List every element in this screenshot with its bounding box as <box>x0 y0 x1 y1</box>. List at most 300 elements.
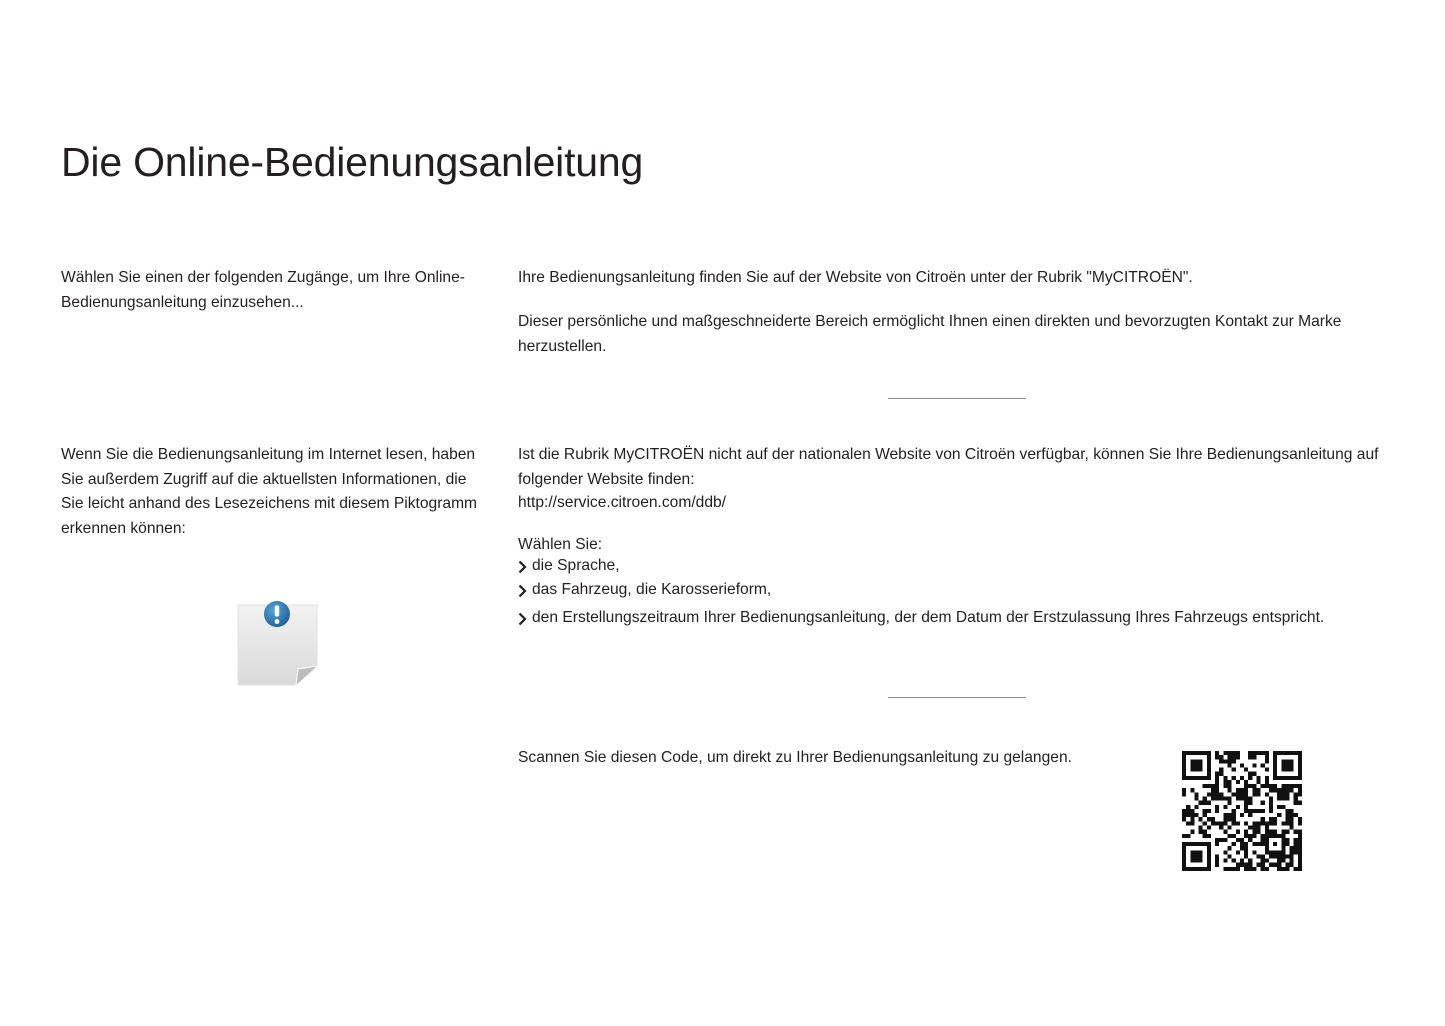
qr-module <box>1199 830 1203 834</box>
qr-module <box>1199 763 1203 767</box>
service-url-link[interactable]: http://service.citroen.com/ddb/ <box>518 494 727 511</box>
qr-module <box>1298 854 1302 858</box>
qr-module <box>1273 842 1277 846</box>
qr-module <box>1248 859 1252 863</box>
qr-module <box>1223 813 1227 817</box>
qr-module <box>1256 854 1260 858</box>
qr-module <box>1281 846 1285 850</box>
qr-module <box>1244 768 1248 772</box>
qr-module <box>1285 842 1289 846</box>
qr-module <box>1207 792 1211 796</box>
qr-module <box>1240 813 1244 817</box>
qr-module <box>1236 850 1240 854</box>
qr-module <box>1252 830 1256 834</box>
qr-module <box>1182 768 1186 772</box>
qr-module <box>1190 759 1194 763</box>
qr-module <box>1219 768 1223 772</box>
qr-module <box>1298 792 1302 796</box>
qr-module <box>1232 751 1236 755</box>
qr-module <box>1219 838 1223 842</box>
qr-module <box>1256 863 1260 867</box>
qr-module <box>1248 801 1252 805</box>
qr-module <box>1215 776 1219 780</box>
qr-module <box>1277 776 1281 780</box>
qr-module <box>1281 763 1285 767</box>
qr-module <box>1228 846 1232 850</box>
qr-module <box>1223 759 1227 763</box>
qr-module <box>1244 784 1248 788</box>
choose-label: Wählen Sie: <box>518 536 603 553</box>
left-intro-text: Wählen Sie einen der folgenden Zugänge, um Ihre Online-Bedienungsanleitung einzusehen... <box>61 269 465 311</box>
qr-module <box>1294 838 1298 842</box>
qr-module <box>1269 817 1273 821</box>
qr-module <box>1232 813 1236 817</box>
qr-module <box>1290 788 1294 792</box>
qr-module <box>1269 784 1273 788</box>
qr-module <box>1232 776 1236 780</box>
qr-module <box>1265 825 1269 829</box>
qr-module <box>1194 797 1198 801</box>
qr-module <box>1182 763 1186 767</box>
qr-module <box>1290 751 1294 755</box>
qr-module <box>1290 768 1294 772</box>
qr-module <box>1281 776 1285 780</box>
qr-module <box>1219 792 1223 796</box>
qr-module <box>1203 809 1207 813</box>
qr-module <box>1207 863 1211 867</box>
mycitroen-desc-text: Dieser persönliche und maßgeschneiderte Bereich ermöglicht Ihnen einen direkten und bevorzugten Kontakt zur Marke herzustellen. <box>518 313 1342 355</box>
qr-module <box>1199 842 1203 846</box>
qr-module <box>1194 763 1198 767</box>
qr-module <box>1261 842 1265 846</box>
qr-module <box>1194 854 1198 858</box>
list-item <box>518 578 771 603</box>
qr-module <box>1248 797 1252 801</box>
qr-module <box>1298 759 1302 763</box>
qr-module <box>1236 838 1240 842</box>
qr-module <box>1285 813 1289 817</box>
qr-module <box>1273 763 1277 767</box>
qr-module <box>1190 763 1194 767</box>
qr-module <box>1182 846 1186 850</box>
qr-module <box>1244 801 1248 805</box>
qr-module <box>1228 755 1232 759</box>
qr-module <box>1248 867 1252 871</box>
qr-module <box>1186 776 1190 780</box>
qr-module <box>1261 867 1265 871</box>
alternative-site-text: Ist die Rubrik MyCITROËN nicht auf der nationalen Website von Citroën verfügbar, können Sie Ihre Bedienungsanleitung auf folgender Website finden: <box>518 446 1379 488</box>
qr-module <box>1207 850 1211 854</box>
qr-module <box>1190 776 1194 780</box>
qr-module <box>1277 788 1281 792</box>
qr-module <box>1265 792 1269 796</box>
qr-module <box>1190 850 1194 854</box>
qr-module <box>1186 867 1190 871</box>
qr-module <box>1223 780 1227 784</box>
qr-module <box>1228 788 1232 792</box>
qr-module <box>1290 813 1294 817</box>
qr-module <box>1240 792 1244 796</box>
qr-module <box>1285 788 1289 792</box>
qr-module <box>1194 859 1198 863</box>
qr-module <box>1269 834 1273 838</box>
qr-module <box>1207 825 1211 829</box>
qr-module <box>1298 776 1302 780</box>
qr-module <box>1211 797 1215 801</box>
qr-module <box>1215 792 1219 796</box>
qr-module <box>1256 751 1260 755</box>
qr-module <box>1248 809 1252 813</box>
qr-module <box>1298 801 1302 805</box>
qr-module <box>1219 825 1223 829</box>
qr-module <box>1190 817 1194 821</box>
qr-module <box>1223 776 1227 780</box>
qr-module <box>1277 751 1281 755</box>
qr-module <box>1281 821 1285 825</box>
chevron-right-icon <box>518 611 532 625</box>
qr-module <box>1223 751 1227 755</box>
qr-module <box>1223 797 1227 801</box>
qr-module <box>1199 776 1203 780</box>
qr-module <box>1203 821 1207 825</box>
qr-module <box>1236 751 1240 755</box>
qr-module <box>1294 867 1298 871</box>
list-item-text: den Erstellungszeitraum Ihrer Bedienungsanleitung, der dem Datum der Erstzulassung Ihres Fahrzeugs entspricht. <box>532 609 1325 626</box>
qr-module <box>1232 792 1236 796</box>
qr-module <box>1261 817 1265 821</box>
qr-module <box>1207 759 1211 763</box>
qr-module <box>1261 763 1265 767</box>
qr-module <box>1223 821 1227 825</box>
list-item <box>518 606 1324 631</box>
qr-module <box>1199 854 1203 858</box>
qr-module <box>1265 755 1269 759</box>
qr-module <box>1298 846 1302 850</box>
qr-module <box>1190 830 1194 834</box>
qr-module <box>1294 751 1298 755</box>
qr-module <box>1232 859 1236 863</box>
qr-module <box>1285 792 1289 796</box>
qr-module <box>1252 825 1256 829</box>
qr-module <box>1194 842 1198 846</box>
qr-module <box>1223 805 1227 809</box>
qr-module <box>1211 784 1215 788</box>
qr-module <box>1290 776 1294 780</box>
qr-module <box>1215 780 1219 784</box>
qr-module <box>1199 751 1203 755</box>
qr-module <box>1294 797 1298 801</box>
qr-module <box>1298 821 1302 825</box>
qr-module <box>1252 788 1256 792</box>
qr-module <box>1277 867 1281 871</box>
qr-module <box>1182 751 1186 755</box>
qr-module <box>1281 768 1285 772</box>
qr-module <box>1228 784 1232 788</box>
qr-module <box>1294 850 1298 854</box>
qr-module <box>1203 813 1207 817</box>
qr-module <box>1244 842 1248 846</box>
qr-module <box>1265 759 1269 763</box>
qr-module <box>1285 751 1289 755</box>
qr-module <box>1273 850 1277 854</box>
qr-module <box>1215 772 1219 776</box>
qr-module <box>1190 751 1194 755</box>
qr-module <box>1261 838 1265 842</box>
qr-module <box>1215 859 1219 863</box>
qr-module <box>1281 792 1285 796</box>
qr-module <box>1244 788 1248 792</box>
qr-module <box>1256 776 1260 780</box>
qr-module <box>1298 850 1302 854</box>
qr-module <box>1236 797 1240 801</box>
qr-module <box>1194 768 1198 772</box>
qr-module <box>1290 821 1294 825</box>
qr-module <box>1223 867 1227 871</box>
qr-module <box>1273 772 1277 776</box>
qr-module <box>1207 776 1211 780</box>
qr-module <box>1182 842 1186 846</box>
qr-module <box>1199 859 1203 863</box>
qr-module <box>1265 842 1269 846</box>
qr-module <box>1203 801 1207 805</box>
qr-module <box>1219 772 1223 776</box>
qr-module <box>1215 854 1219 858</box>
qr-module <box>1281 788 1285 792</box>
qr-module <box>1215 797 1219 801</box>
qr-module <box>1203 776 1207 780</box>
qr-module <box>1298 842 1302 846</box>
qr-module <box>1298 768 1302 772</box>
qr-module <box>1228 763 1232 767</box>
qr-module <box>1290 846 1294 850</box>
qr-module <box>1269 821 1273 825</box>
qr-module <box>1228 813 1232 817</box>
qr-module <box>1232 867 1236 871</box>
qr-module <box>1219 759 1223 763</box>
qr-module <box>1186 842 1190 846</box>
qr-module <box>1186 821 1190 825</box>
qr-module <box>1290 817 1294 821</box>
qr-module <box>1232 821 1236 825</box>
qr-module <box>1240 863 1244 867</box>
qr-module <box>1194 867 1198 871</box>
qr-module <box>1203 784 1207 788</box>
qr-module <box>1232 759 1236 763</box>
qr-module <box>1215 751 1219 755</box>
qr-module <box>1186 809 1190 813</box>
qr-module <box>1265 784 1269 788</box>
qr-module <box>1248 838 1252 842</box>
qr-module <box>1285 854 1289 858</box>
qr-code-icon <box>1182 751 1302 871</box>
qr-module <box>1265 834 1269 838</box>
qr-module <box>1277 797 1281 801</box>
qr-module <box>1256 821 1260 825</box>
chevron-right-icon <box>518 583 532 597</box>
qr-module <box>1211 817 1215 821</box>
qr-module <box>1248 776 1252 780</box>
qr-module <box>1207 867 1211 871</box>
qr-module <box>1186 751 1190 755</box>
qr-module <box>1290 850 1294 854</box>
qr-module <box>1228 751 1232 755</box>
qr-module <box>1273 751 1277 755</box>
qr-module <box>1190 788 1194 792</box>
qr-module <box>1294 776 1298 780</box>
qr-module <box>1199 817 1203 821</box>
qr-module <box>1261 821 1265 825</box>
qr-module <box>1248 825 1252 829</box>
qr-module <box>1240 776 1244 780</box>
qr-module <box>1223 838 1227 842</box>
qr-module <box>1261 801 1265 805</box>
qr-module <box>1252 834 1256 838</box>
qr-module <box>1256 792 1260 796</box>
qr-module <box>1190 821 1194 825</box>
qr-module <box>1236 788 1240 792</box>
qr-module <box>1290 763 1294 767</box>
qr-module <box>1277 813 1281 817</box>
qr-module <box>1190 809 1194 813</box>
qr-module <box>1244 854 1248 858</box>
qr-module <box>1190 867 1194 871</box>
qr-module <box>1240 797 1244 801</box>
qr-module <box>1232 755 1236 759</box>
qr-module <box>1236 821 1240 825</box>
qr-module <box>1281 830 1285 834</box>
qr-module <box>1207 817 1211 821</box>
qr-module <box>1240 763 1244 767</box>
qr-module <box>1203 751 1207 755</box>
qr-module <box>1281 834 1285 838</box>
qr-module <box>1207 768 1211 772</box>
qr-module <box>1273 759 1277 763</box>
qr-module <box>1252 867 1256 871</box>
qr-module <box>1265 838 1269 842</box>
qr-module <box>1240 788 1244 792</box>
qr-module <box>1252 792 1256 796</box>
qr-module <box>1248 772 1252 776</box>
qr-module <box>1261 863 1265 867</box>
qr-module <box>1232 842 1236 846</box>
qr-module <box>1273 817 1277 821</box>
qr-module <box>1223 859 1227 863</box>
qr-module <box>1199 867 1203 871</box>
qr-module <box>1290 859 1294 863</box>
qr-module <box>1236 863 1240 867</box>
qr-module <box>1252 842 1256 846</box>
qr-module <box>1273 830 1277 834</box>
info-bookmark-icon <box>236 600 320 688</box>
qr-module <box>1215 755 1219 759</box>
qr-module <box>1182 776 1186 780</box>
qr-module <box>1298 817 1302 821</box>
qr-module <box>1207 846 1211 850</box>
qr-module <box>1199 768 1203 772</box>
qr-module <box>1228 867 1232 871</box>
qr-module <box>1215 863 1219 867</box>
qr-module <box>1199 801 1203 805</box>
qr-module <box>1265 768 1269 772</box>
qr-module <box>1194 751 1198 755</box>
qr-module <box>1244 863 1248 867</box>
qr-module <box>1186 834 1190 838</box>
qr-module <box>1244 797 1248 801</box>
qr-module <box>1228 834 1232 838</box>
qr-module <box>1207 755 1211 759</box>
qr-module <box>1277 792 1281 796</box>
qr-module <box>1182 850 1186 854</box>
qr-module <box>1252 850 1256 854</box>
qr-module <box>1182 792 1186 796</box>
qr-module <box>1236 830 1240 834</box>
qr-module <box>1285 821 1289 825</box>
qr-module <box>1207 854 1211 858</box>
qr-module <box>1298 784 1302 788</box>
qr-module <box>1215 788 1219 792</box>
qr-module <box>1252 809 1256 813</box>
qr-module <box>1182 834 1186 838</box>
qr-module <box>1285 830 1289 834</box>
qr-module <box>1265 867 1269 871</box>
qr-module <box>1281 850 1285 854</box>
qr-module <box>1273 755 1277 759</box>
qr-module <box>1194 792 1198 796</box>
qr-module <box>1240 842 1244 846</box>
qr-module <box>1211 788 1215 792</box>
qr-module <box>1182 859 1186 863</box>
qr-module <box>1256 809 1260 813</box>
qr-module <box>1265 846 1269 850</box>
qr-module <box>1252 772 1256 776</box>
list-item-text: das Fahrzeug, die Karosserieform, <box>532 581 772 598</box>
qr-module <box>1215 838 1219 842</box>
list-item <box>518 554 620 579</box>
qr-module <box>1265 859 1269 863</box>
qr-module <box>1290 854 1294 858</box>
qr-module <box>1277 854 1281 858</box>
qr-module <box>1281 838 1285 842</box>
qr-module <box>1252 755 1256 759</box>
qr-module <box>1294 842 1298 846</box>
qr-module <box>1256 830 1260 834</box>
qr-module <box>1298 867 1302 871</box>
qr-module <box>1285 797 1289 801</box>
qr-module <box>1207 772 1211 776</box>
qr-module <box>1194 850 1198 854</box>
qr-module <box>1219 755 1223 759</box>
qr-module <box>1240 838 1244 842</box>
qr-module <box>1182 755 1186 759</box>
qr-module <box>1244 780 1248 784</box>
qr-module <box>1294 813 1298 817</box>
qr-module <box>1277 805 1281 809</box>
qr-module <box>1281 854 1285 858</box>
qr-module <box>1281 759 1285 763</box>
left-info-text: Wenn Sie die Bedienungsanleitung im Internet lesen, haben Sie außerdem Zugriff auf die aktuellsten Informationen, die Sie leicht anhand des Lesezeichens mit diesem Piktogramm erkennen können: <box>61 446 478 537</box>
qr-module <box>1203 842 1207 846</box>
qr-module <box>1232 809 1236 813</box>
qr-module <box>1244 867 1248 871</box>
qr-module <box>1261 784 1265 788</box>
qr-module <box>1298 763 1302 767</box>
qr-module <box>1190 859 1194 863</box>
qr-module <box>1256 780 1260 784</box>
qr-module <box>1203 830 1207 834</box>
qr-module <box>1182 813 1186 817</box>
qr-module <box>1186 805 1190 809</box>
qr-module <box>1285 768 1289 772</box>
